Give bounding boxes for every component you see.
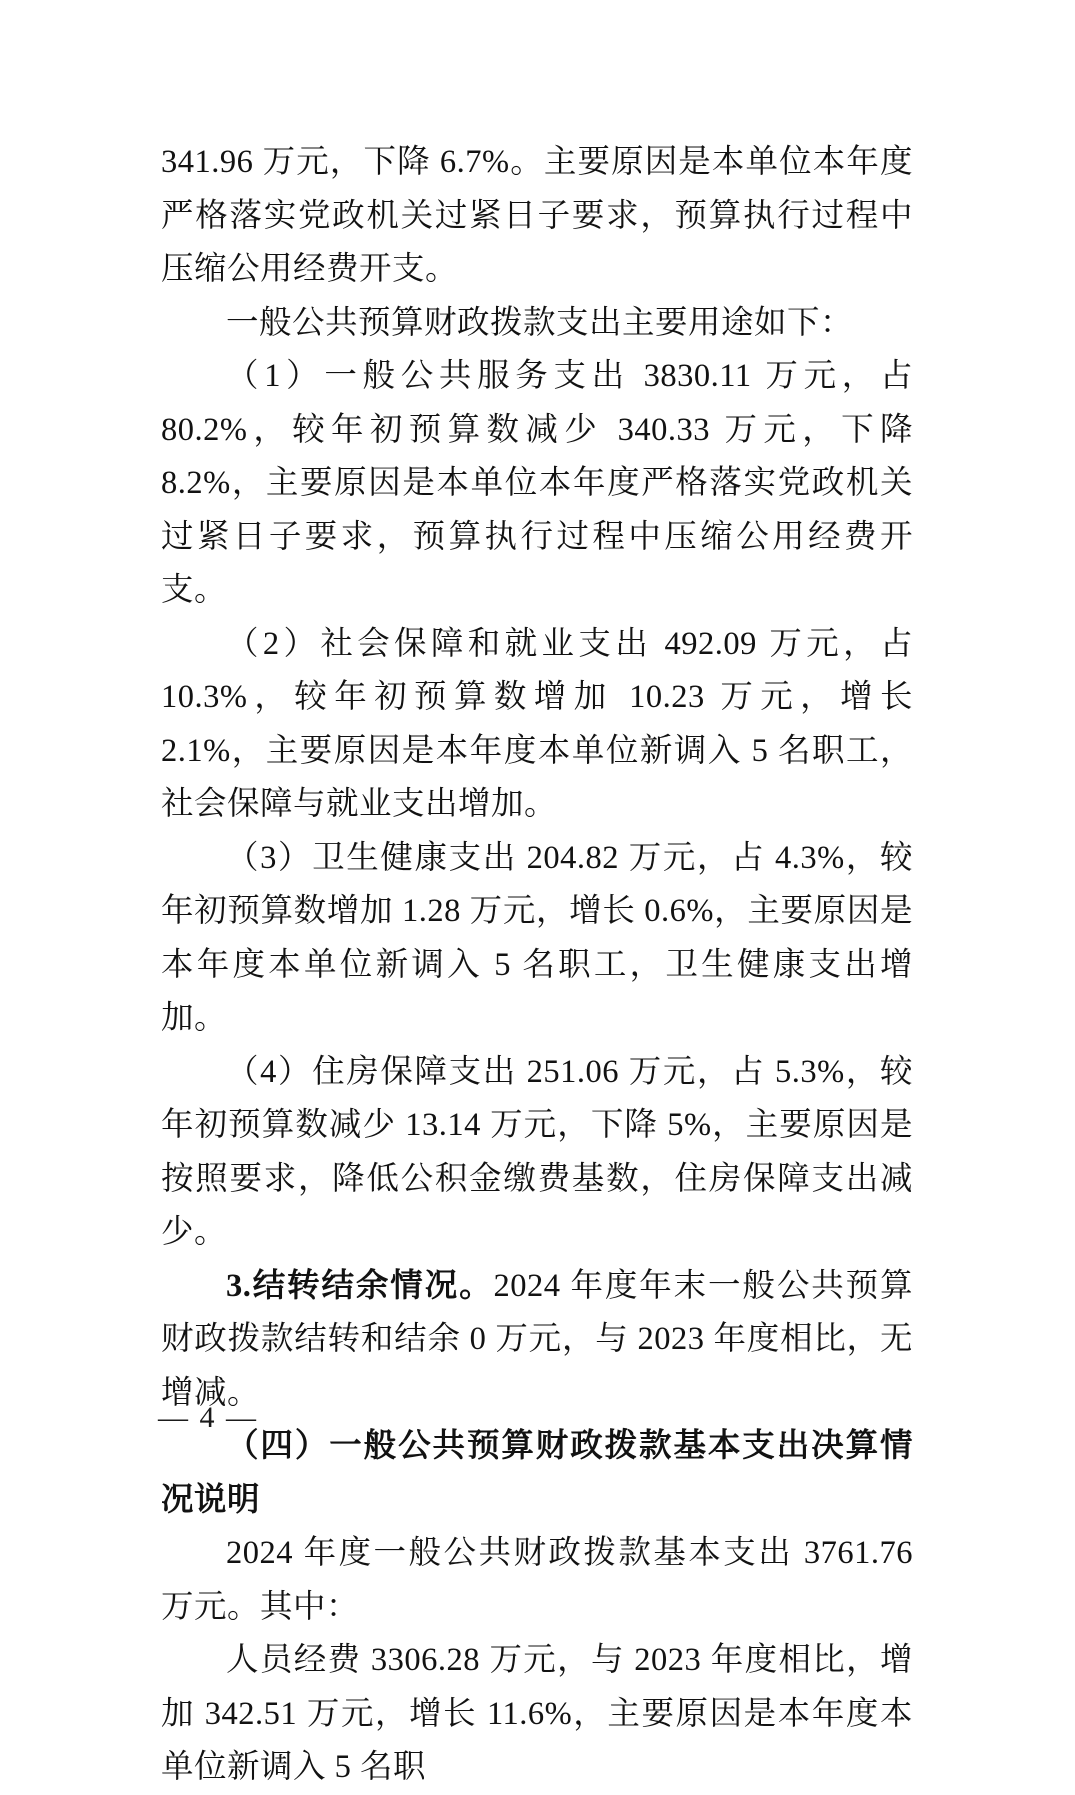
paragraph-continuation: [161, 136, 913, 297]
paragraph-item-1-general-public-services: [161, 350, 913, 618]
text-run: 人员经费 3306.28 万元，与 2023 年度相比，增加 342.51 万元，增长 11.6%，主要原因是本年度本单位新调入 5 名职: [161, 1642, 913, 1785]
page-number: — 4 —: [158, 1401, 258, 1434]
text-run: （2）社会保障和就业支出 492.09 万元，占 10.3%，较年初预算数增加 10.23 万元，增长 2.1%，主要原因是本年度本单位新调入 5 名职工，社会保障与就业支出增加。: [161, 625, 913, 822]
paragraph-item-4-housing: [161, 1046, 913, 1260]
page-footer: [158, 1398, 258, 1438]
text-run: 2024 年度一般公共财政拨款基本支出 3761.76 万元。其中：: [161, 1535, 913, 1625]
text-run: （4）住房保障支出 251.06 万元，占 5.3%，较年初预算数减少 13.14 万元，下降 5%，主要原因是按照要求，降低公积金缴费基数，住房保障支出减少。: [161, 1053, 913, 1250]
heading-run-section-4: （四）一般公共预算财政拨款基本支出决算情况说明: [161, 1428, 913, 1518]
paragraph-basic-expenditure-total: [161, 1527, 913, 1634]
document-body: [161, 136, 913, 1795]
paragraph-intro-uses: [161, 297, 913, 351]
text-run: 2024 年度年末一般公共预算财政拨款结转和结余 0 万元，与 2023 年度相比，无增减。: [161, 1267, 913, 1411]
text-run: （3）卫生健康支出 204.82 万元，占 4.3%，较年初预算数增加 1.28 万元，增长 0.6%，主要原因是本年度本单位新调入 5 名职工，卫生健康支出增加。: [161, 839, 913, 1036]
text-run: 341.96 万元，下降 6.7%。主要原因是本单位本年度严格落实党政机关过紧日子要求，预算执行过程中压缩公用经费开支。: [161, 144, 913, 287]
paragraph-carryover-balance: [161, 1260, 913, 1421]
text-run: （1）一般公共服务支出 3830.11 万元，占 80.2%，较年初预算数减少 340.33 万元，下降 8.2%，主要原因是本单位本年度严格落实党政机关过紧日子要求，预算执行过程中压缩公用经费开支。: [161, 358, 913, 608]
paragraph-personnel-expense: [161, 1634, 913, 1795]
paragraph-item-3-health: [161, 832, 913, 1046]
heading-run-carryover: 3.结转结余情况。: [226, 1267, 494, 1304]
text-run: 一般公共预算财政拨款支出主要用途如下：: [226, 304, 854, 341]
heading-section-4-basic-expenditure: [161, 1420, 913, 1527]
paragraph-item-2-social-security-employment: [161, 618, 913, 832]
